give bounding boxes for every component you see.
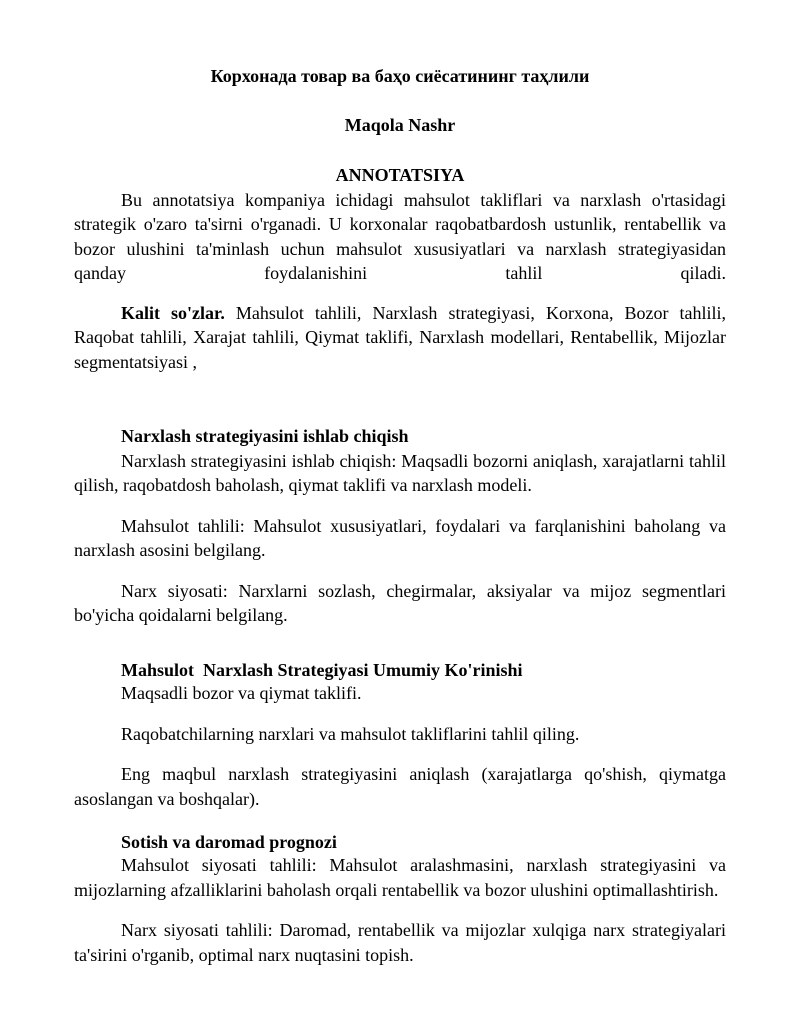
section-sales-forecast xyxy=(74,832,726,967)
section-pricing-overview xyxy=(74,660,726,811)
section-paragraph: Narxlash strategiyasini ishlab chiqish: Maqsadli bozorni aniqlash, xarajatlarni tahlil qilish, raqobatdosh baholash, qiymat taklifi va narxlash modeli. xyxy=(74,450,726,495)
section-heading: Mahsulot Narxlash Strategiyasi Umumiy Ko'rinishi xyxy=(121,660,523,680)
section-paragraph: Maqsadli bozor va qiymat taklifi. xyxy=(121,683,362,703)
section-paragraph: Raqobatchilarning narxlari va mahsulot takliflarini tahlil qiling. xyxy=(121,723,580,744)
annotation-paragraph: Bu annotatsiya kompaniya ichidagi mahsulot takliflari va narxlash o'rtasidagi strategik o'zaro ta'sirni o'rganadi. U korxonalar raqobatbardosh ustunlik, rentabellik va bozor ulushini ta'minlash uchun mahsulot xususiyatlari va narxlash strategiyasidan qanday foydalanishini tahlil qiladi. xyxy=(74,189,726,283)
section-heading: Sotish va daromad prognozi xyxy=(121,832,337,852)
section-paragraph: Mahsulot tahlili: Mahsulot xususiyatlari, foydalari va farqlanishini baholang va narxlash asosini belgilang. xyxy=(74,515,726,560)
annotation-heading: ANNOTATSIYA xyxy=(335,165,465,185)
keywords-list: Mahsulot tahlili, Narxlash strategiyasi, Korxona, Bozor tahlili, Raqobat tahlili, Xarajat tahlili, Qiymat taklifi, Narxlash modellari, Rentabellik, Mijozlar segmentatsiyasi , xyxy=(74,302,726,372)
section-paragraph: Mahsulot siyosati tahlili: Mahsulot aralashmasini, narxlash strategiyasini va mijozlarning afzalliklarini baholash orqali rentabellik va bozor ulushini optimallashtirish. xyxy=(74,855,726,900)
section-paragraph: Narx siyosati: Narxlarni sozlash, chegirmalar, aksiyalar va mijoz segmentlari bo'yicha qoidalarni belgilang. xyxy=(74,580,726,625)
keywords-paragraph xyxy=(74,301,726,375)
section-paragraph: Narx siyosati tahlili: Daromad, rentabellik va mijozlar xulqiga narx strategiyalari ta'sirini o'rganib, optimal narx nuqtasini topish. xyxy=(74,920,726,965)
document-title: Корхонада товар ва баҳо сиёсатининг таҳлили xyxy=(210,66,590,86)
section-heading: Narxlash strategiyasini ishlab chiqish xyxy=(121,426,409,446)
keywords-label: Kalit so'zlar. xyxy=(121,302,225,323)
section-paragraph: Eng maqbul narxlash strategiyasini aniqlash (xarajatlarga qo'shish, qiymatga asoslangan va boshqalar). xyxy=(74,764,726,809)
section-pricing-strategy-development xyxy=(74,424,726,628)
document-author: Maqola Nashr xyxy=(344,115,456,135)
